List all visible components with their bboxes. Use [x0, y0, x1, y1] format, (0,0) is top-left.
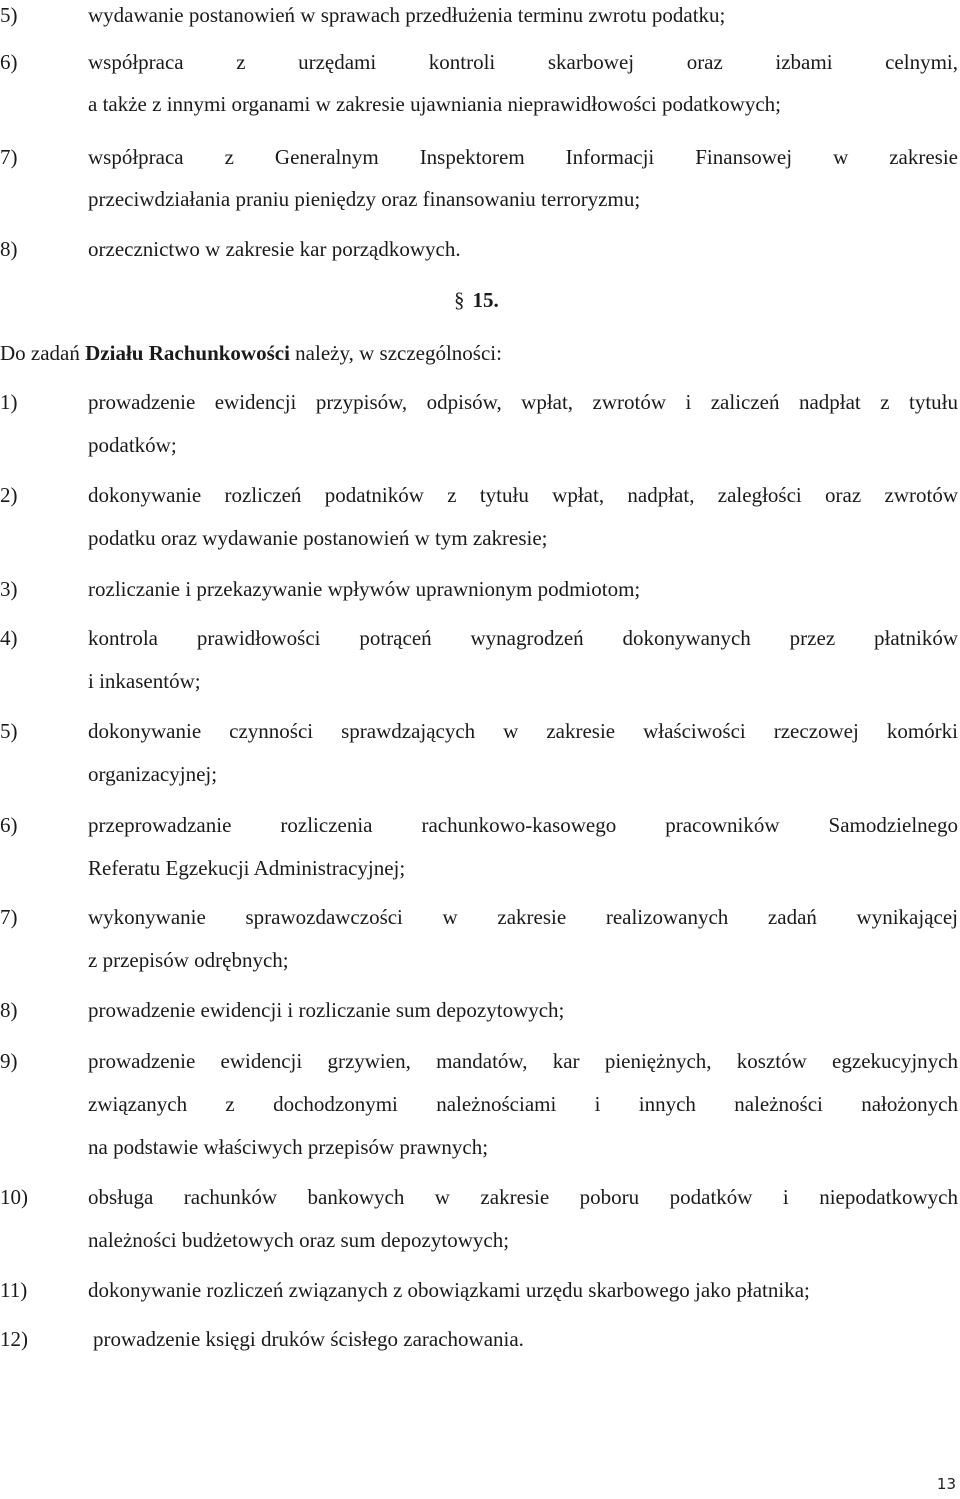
list-item-number: 8): [0, 237, 18, 261]
list-item-line: dokonywanie czynności sprawdzających w zakresie właściwości rzeczowej komórki: [88, 719, 958, 743]
list-item-number: 10): [0, 1185, 28, 1209]
list-item-number: 1): [0, 390, 18, 414]
list-item-line: dokonywanie rozliczeń podatników z tytułu wpłat, nadpłat, zaległości oraz zwrotów: [88, 483, 958, 507]
list-item-line: podatku oraz wydawanie postanowień w tym zakresie;: [88, 526, 548, 550]
section-heading: [454, 287, 499, 313]
list-item-line: na podstawie właściwych przepisów prawnych;: [88, 1135, 489, 1159]
list-item-number: 9): [0, 1049, 18, 1073]
list-item-line: współpraca z Generalnym Inspektorem Informacji Finansowej w zakresie: [88, 145, 958, 169]
list-item-line: współpraca z urzędami kontroli skarbowej oraz izbami celnymi,: [88, 50, 958, 74]
list-item-number: 4): [0, 626, 18, 650]
list-item-line: prowadzenie ewidencji grzywien, mandatów, kar pieniężnych, kosztów egzekucyjnych: [88, 1049, 958, 1073]
list-item-number: 3): [0, 577, 18, 601]
list-item-line: podatków;: [88, 433, 177, 457]
intro-text-after: należy, w szczególności:: [289, 341, 502, 365]
list-item-line: prowadzenie księgi druków ścisłego zarachowania.: [93, 1327, 524, 1351]
section-sign: §: [454, 288, 465, 312]
list-item-number: 6): [0, 813, 18, 837]
list-item-line: wykonywanie sprawozdawczości w zakresie realizowanych zadań wynikającej: [88, 905, 958, 929]
list-item-line: dokonywanie rozliczeń związanych z obowiązkami urzędu skarbowego jako płatnika;: [88, 1278, 810, 1302]
list-item-line: należności budżetowych oraz sum depozytowych;: [88, 1228, 510, 1252]
list-item-number: 5): [0, 719, 18, 743]
list-item-number: 8): [0, 998, 18, 1022]
list-item-line: z przepisów odrębnych;: [88, 948, 289, 972]
list-item-line: przeciwdziałania praniu pieniędzy oraz finansowaniu terroryzmu;: [88, 187, 641, 211]
list-item-line: związanych z dochodzonymi należnościami i innych należności nałożonych: [88, 1092, 958, 1116]
list-item-line: rozliczanie i przekazywanie wpływów uprawnionym podmiotom;: [88, 577, 641, 601]
list-item-line: organizacyjnej;: [88, 762, 218, 786]
list-item-line: Referatu Egzekucji Administracyjnej;: [88, 856, 406, 880]
list-item-line: prowadzenie ewidencji i rozliczanie sum depozytowych;: [88, 998, 565, 1022]
intro-text-before: Do zadań: [0, 341, 86, 365]
section-intro: [0, 340, 502, 366]
list-item-number: 12): [0, 1327, 28, 1351]
list-item-number: 7): [0, 145, 18, 169]
department-name: Działu Rachunkowości: [85, 341, 290, 365]
list-item-line: orzecznictwo w zakresie kar porządkowych.: [88, 237, 461, 261]
list-item-number: 2): [0, 483, 18, 507]
list-item-line: przeprowadzanie rozliczenia rachunkowo-kasowego pracowników Samodzielnego: [88, 813, 958, 837]
section-number: 15.: [472, 288, 499, 312]
list-item-number: 7): [0, 905, 18, 929]
list-item-number: 11): [0, 1278, 28, 1302]
list-item-line: kontrola prawidłowości potrąceń wynagrodzeń dokonywanych przez płatników: [88, 626, 958, 650]
page-number: 13: [936, 1475, 956, 1493]
list-item-number: 5): [0, 3, 18, 27]
list-item-line: obsługa rachunków bankowych w zakresie poboru podatków i niepodatkowych: [88, 1185, 958, 1209]
list-item-line: i inkasentów;: [88, 669, 201, 693]
list-item-line: prowadzenie ewidencji przypisów, odpisów, wpłat, zwrotów i zaliczeń nadpłat z tytułu: [88, 390, 958, 414]
list-item-number: 6): [0, 50, 18, 74]
list-item-line: wydawanie postanowień w sprawach przedłużenia terminu zwrotu podatku;: [88, 3, 726, 27]
list-item-line: a także z innymi organami w zakresie ujawniania nieprawidłowości podatkowych;: [88, 92, 781, 116]
